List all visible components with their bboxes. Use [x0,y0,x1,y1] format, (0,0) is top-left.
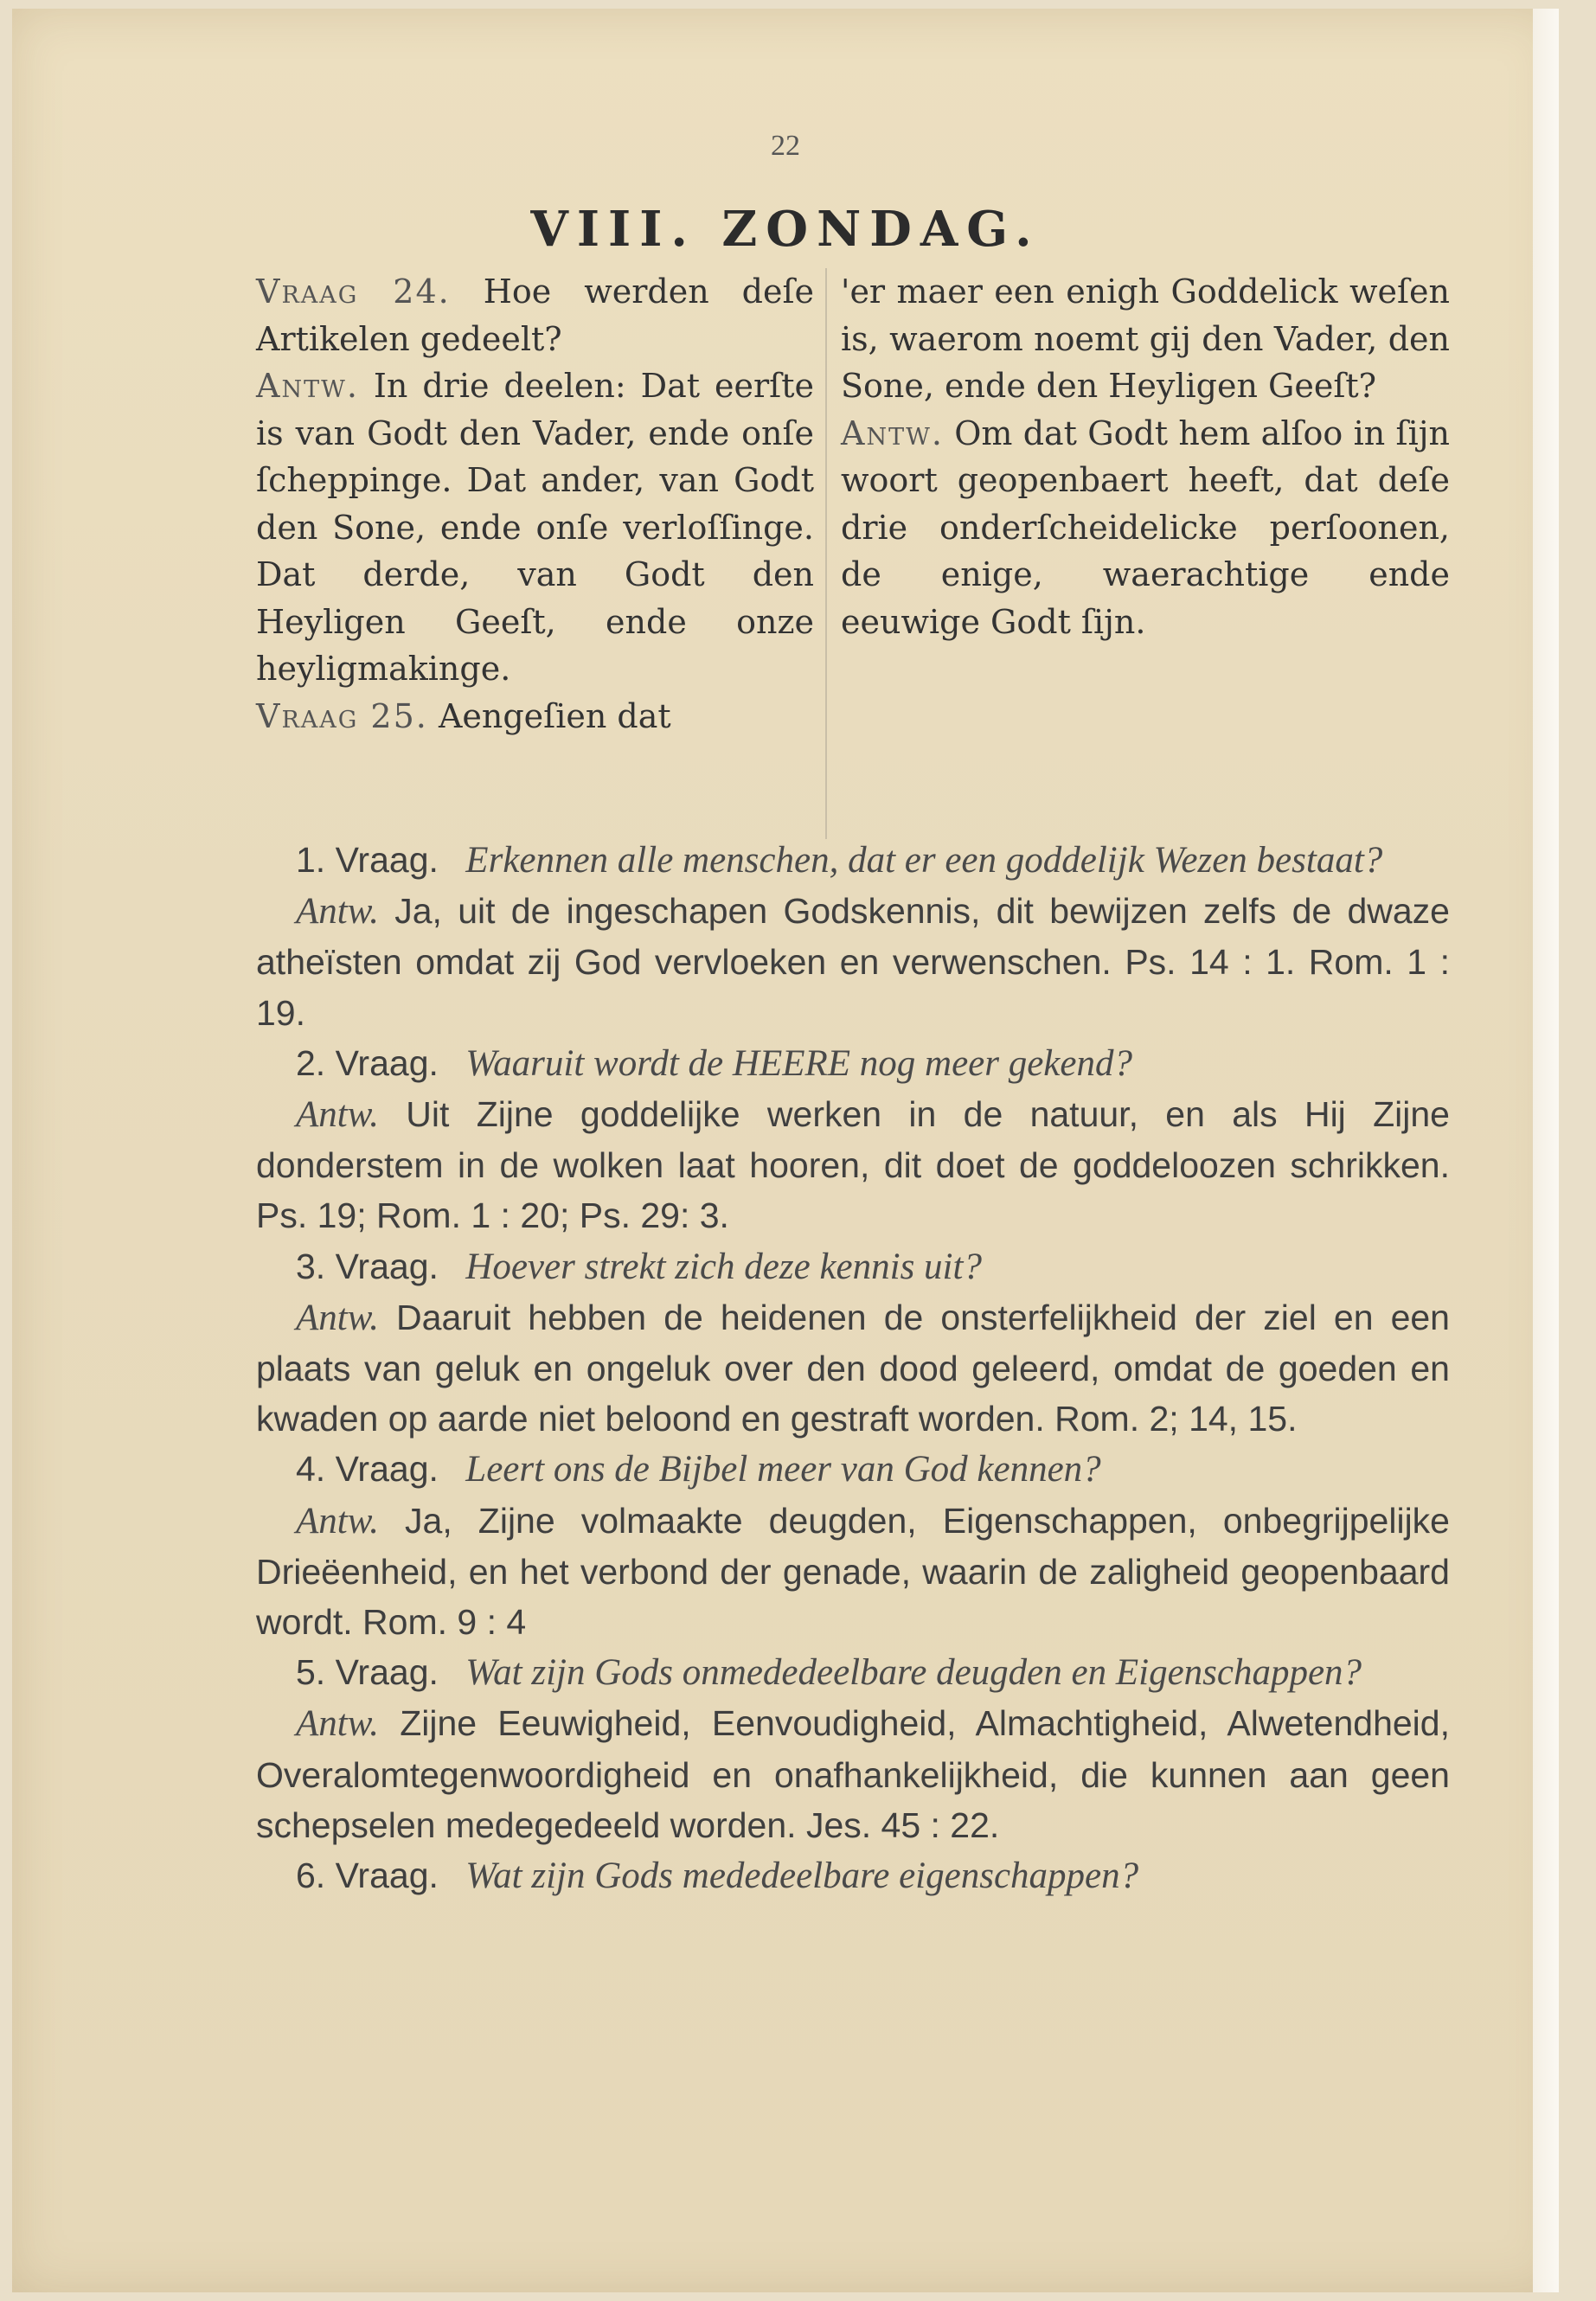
question-text: Hoever strekt zich deze kennis uit? [465,1246,982,1287]
answer-text: Ja, uit de ingeschapen Godskennis, dit bewijzen zelfs de dwaze atheïsten omdat zij God vervloeken en verwenschen. Ps. 14 : 1. Rom. 1 : 19. [256,891,1450,1033]
book-page [12,9,1559,2292]
catechism-text: 'er maer een enigh Goddelick weſen is, waerom noemt gij den Vader, den Sone, ende den Heyligen Geeſt? [841,272,1450,405]
question-text: Erkennen alle menschen, dat er een goddelijk Wezen bestaat? [465,840,1383,881]
question-text: Leert ons de Bijbel meer van God kennen? [465,1449,1101,1490]
catechism-label: Vraag 25. [256,696,428,735]
answer-4 [256,1496,1450,1648]
answer-text: Uit Zijne goddelijke werken in de natuur, en als Hij Zijne donderstem in de wolken laat hooren, dit doet de goddeloozen schrikken. Ps. 19; Rom. 1 : 20; Ps. 29: 3. [256,1094,1450,1236]
question-number: 3. [296,1246,326,1286]
answer-1 [256,886,1450,1038]
question-3 [256,1241,1450,1292]
question-word: Vraag. [335,1246,439,1286]
answer-label: Antw. [296,1500,379,1541]
questions-section [256,835,1450,1901]
question-word: Vraag. [335,1449,439,1490]
answer-text: Ja, Zijne volmaakte deugden, Eigenschappen, onbegrijpelijke Drieëenheid, en het verbond der genade, waarin de zaligheid geopenbaard wordt. Rom. 9 : 4 [256,1500,1450,1643]
answer-label: Antw. [296,891,379,933]
catechism-label: Vraag 24. [256,272,451,311]
catechism-two-columns [256,268,1450,839]
question-number: 5. [296,1652,326,1693]
question-number: 4. [296,1449,326,1490]
catechism-right-column [841,268,1450,839]
answer-2 [256,1089,1450,1241]
question-word: Vraag. [335,840,439,880]
page-number: 22 [771,130,800,162]
catechism-text: In drie deelen: Dat eerſte is van Godt den Vader, ende onſe ſcheppinge. Dat ander, van Godt den Sone, ende onſe verloſſinge. Dat derde, van Godt den Heyligen Geeſt, ende onze heyligmakinge. [256,367,814,688]
answer-label: Antw. [296,1703,379,1745]
answer-text: Daaruit hebben de heidenen de onsterfelijkheid der ziel en een plaats van geluk en ongeluk over den dood geleerd, omdat de goeden en kwaden op aarde niet beloond en gestraft worden. Rom. 2; 14, 15. [256,1297,1450,1439]
answer-label: Antw. [296,1297,379,1338]
question-4 [256,1444,1450,1495]
question-number: 1. [296,840,326,880]
catechism-left-column [256,268,814,839]
question-1 [256,835,1450,886]
question-2 [256,1038,1450,1089]
question-number: 2. [296,1042,326,1083]
answer-5 [256,1698,1450,1850]
question-number: 6. [296,1856,326,1896]
question-text: Wat zijn Gods onmededeelbare deugden en Eigenschappen? [465,1652,1362,1694]
question-word: Vraag. [335,1652,439,1693]
answer-label: Antw. [296,1094,379,1136]
answer-3 [256,1292,1450,1445]
question-text: Waaruit wordt de HEERE nog meer gekend? [465,1042,1132,1084]
question-word: Vraag. [335,1856,439,1896]
column-divider [825,268,827,839]
question-6 [256,1850,1450,1901]
sunday-heading: VIII. ZONDAG. [530,201,1041,258]
question-text: Wat zijn Gods mededeelbare eigenschappen? [465,1856,1139,1897]
question-word: Vraag. [335,1042,439,1083]
catechism-text: Hoe werden deſe Artikelen gedeelt? [256,272,814,358]
catechism-text: Om dat Godt hem alſoo in ſijn woort geopenbaert heeft, dat deſe drie onderſcheidelicke perſoonen, de enige, waerachtige ende eeuwige Godt ſijn. [841,413,1450,641]
catechism-label: Antw. [841,413,944,452]
catechism-label: Antw. [256,367,359,405]
catechism-text: Aengeſien dat [427,696,671,735]
page-edge [1533,9,1559,2292]
question-5 [256,1647,1450,1698]
answer-text: Zijne Eeuwigheid, Eenvoudigheid, Almachtigheid, Alwetendheid, Overalomtegenwoordigheid en onafhankelijkheid, die kunnen aan geen schepselen medegedeeld worden. Jes. 45 : 22. [256,1703,1450,1845]
